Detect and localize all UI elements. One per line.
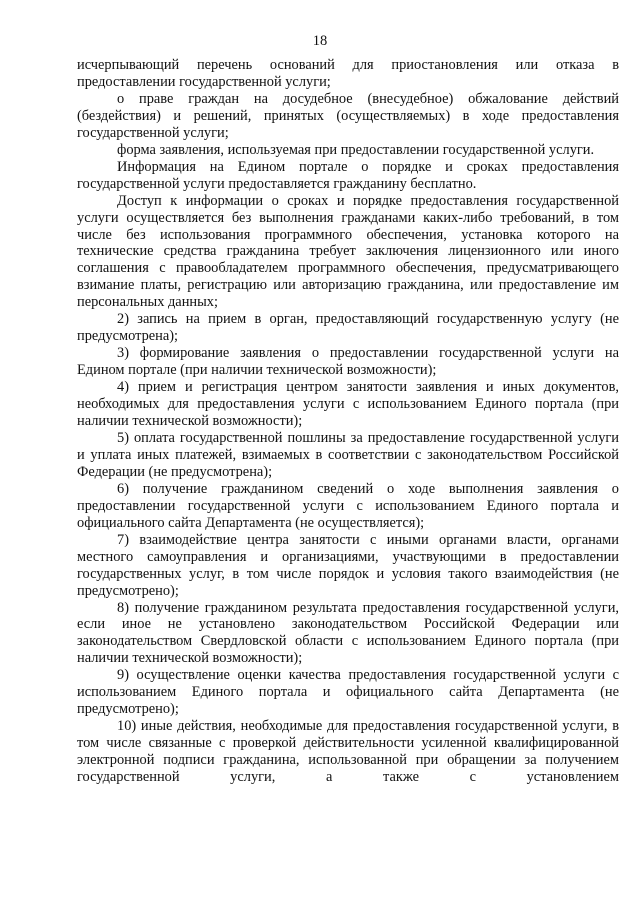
paragraph-grounds-list: исчерпывающий перечень оснований для приостановления или отказа в предоставлении государственной услуги; <box>77 57 619 90</box>
page-number: 18 <box>312 33 328 49</box>
document-body <box>77 57 619 786</box>
list-item-3-application-forming: 3) формирование заявления о предоставлении государственной услуги на Едином портале (при наличии технической возможности); <box>77 345 619 379</box>
paragraph-application-form: форма заявления, используемая при предоставлении государственной услуги. <box>117 141 595 158</box>
paragraph-access-to-info: Доступ к информации о сроках и порядке предоставления государственной услуги осуществляется без выполнения гражданами каких-либо требований, в том числе без использования программного обеспечения, установка которого на технические средства гражданина требует заключения лицензионного или иного соглашения с правообладателем программного обеспечения, предусматривающего взимание платы, регистрацию или авторизацию гражданина, или предоставление им персональных данных; <box>77 192 619 311</box>
list-item-7-interaction: 7) взаимодействие центра занятости с иными органами власти, органами местного самоуправления и организациями, участвующими в предоставлении государственных услуг, в том числе порядок и условия такого взаимодействия (не предусмотрено); <box>77 531 619 599</box>
list-item-8-result: 8) получение гражданином результата предоставления государственной услуги, если иное не установлено законодательством Российской Федерации или законодательством Свердловской области с использованием Единого портала (при наличии технической возможности); <box>77 599 619 667</box>
list-item-9-quality-assessment: 9) осуществление оценки качества предоставления государственной услуги с использованием Единого портала и официального сайта Департамента (не предусмотрено); <box>77 667 619 718</box>
list-item-10-other-actions: 10) иные действия, необходимые для предоставления государственной услуги, в том числе связанные с проверкой действительности усиленной квалифицированной электронной подписи гражданина, использованной при обращении за получением государственной услуги, а также с установлением <box>77 718 619 786</box>
list-item-2-appointment: 2) запись на прием в орган, предоставляющий государственную услугу (не предусмотрена); <box>77 311 619 345</box>
list-item-5-state-fee: 5) оплата государственной пошлины за предоставление государственной услуги и уплата иных платежей, взимаемых в соответствии с законодательством Российской Федерации (не предусмотрена); <box>77 429 619 480</box>
paragraph-appeal-rights: о праве граждан на досудебное (внесудебное) обжалование действий (бездействия) и решений, принятых (осуществляемых) в ходе предоставления государственной услуги; <box>77 90 619 141</box>
list-item-6-status-info: 6) получение гражданином сведений о ходе выполнения заявления о предоставлении государственной услуги с использованием Единого портала и официального сайта Департамента (не осуществляется); <box>77 480 619 531</box>
list-item-4-reception-registration: 4) прием и регистрация центром занятости заявления и иных документов, необходимых для предоставления услуги с использованием Единого портала (при наличии технической возможности); <box>77 379 619 430</box>
paragraph-portal-info-free: Информация на Едином портале о порядке и сроках предоставления государственной услуги предоставляется гражданину бесплатно. <box>77 158 619 192</box>
